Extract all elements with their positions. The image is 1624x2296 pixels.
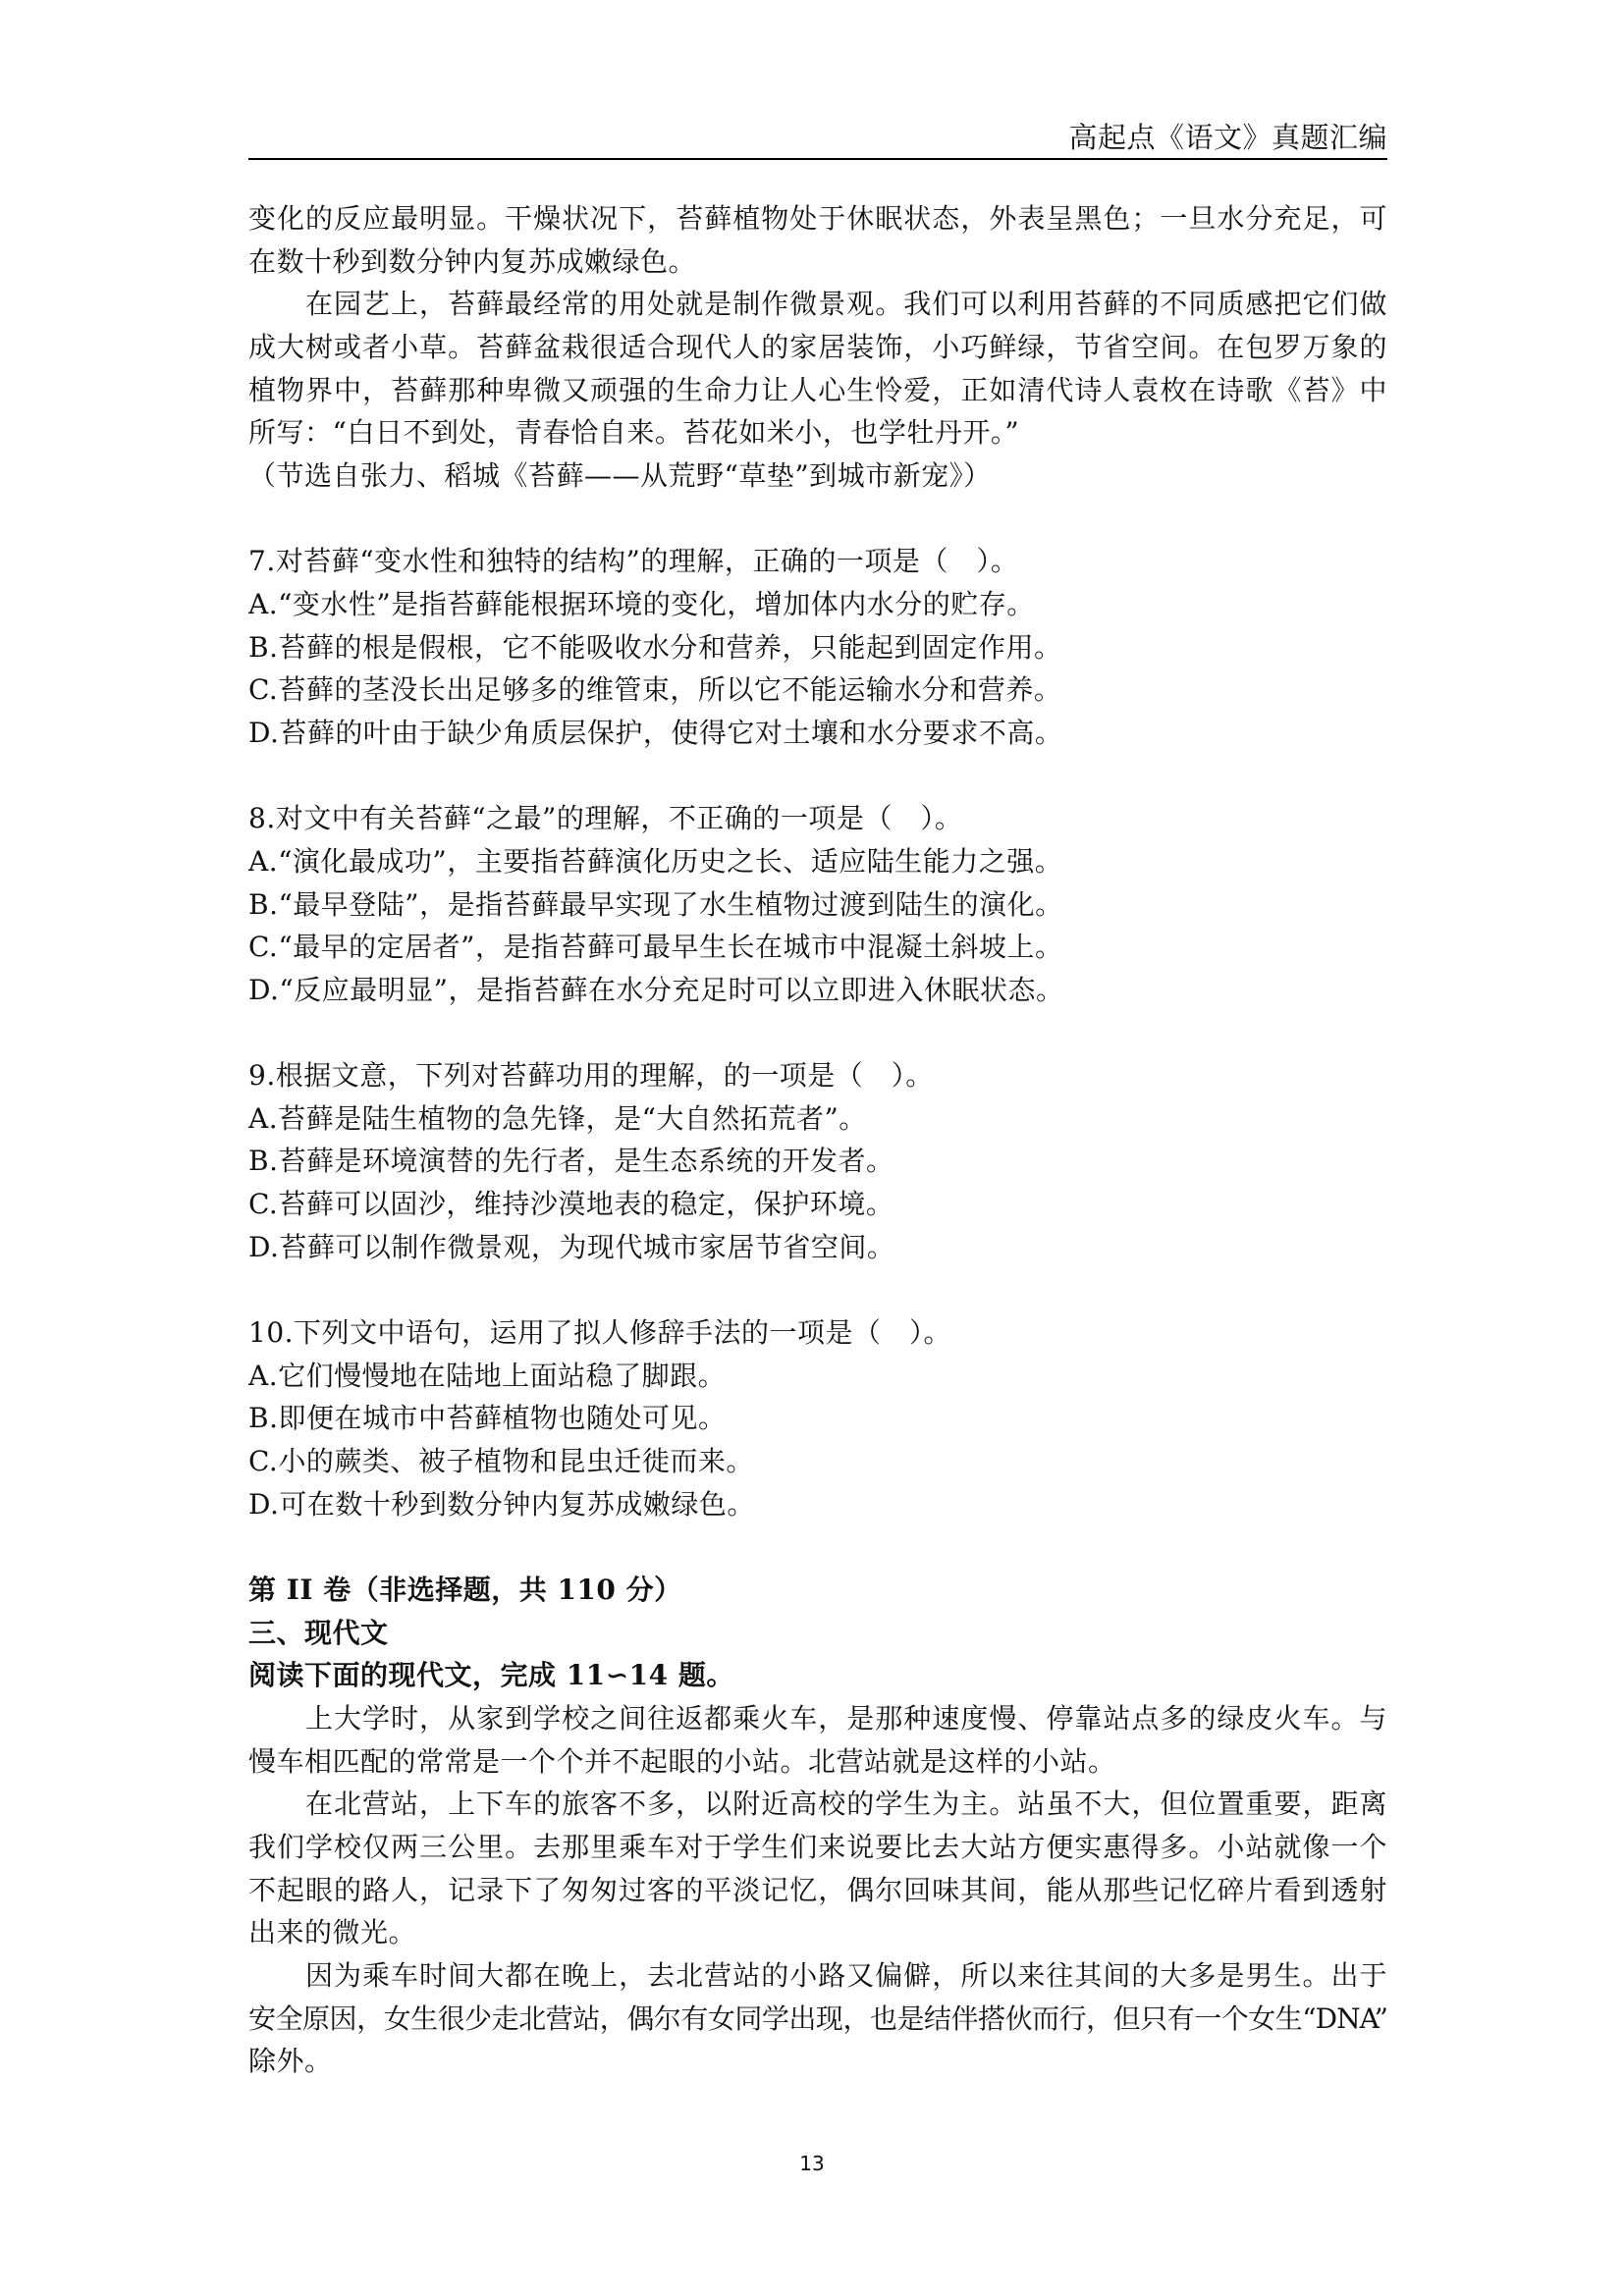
question-8 (248, 797, 1387, 1011)
article-line: 除外。 (248, 2045, 333, 2078)
article-line: 我们学校仅两三公里。去那里乘车对于学生们来说要比去大站方便实惠得多。小站就像一个 (248, 1830, 1387, 1863)
article-line: 因为乘车时间大都在晚上，去北营站的小路又偏僻，所以来往其间的大多是男生。出于 (305, 1958, 1387, 1992)
option-a: A.它们慢慢地在陆地上面站稳了脚跟。 (248, 1359, 727, 1392)
option-c: C.“最早的定居者”，是指苔藓可最早生长在城市中混凝土斜坡上。 (248, 931, 1063, 964)
passage-line: 在数十秒到数分钟内复苏成嫩绿色。 (248, 244, 697, 278)
passage-source: （节选自张力、稻城《苔藓——从荒野“草垫”到城市新宠》） (248, 458, 992, 492)
running-header: 高起点《语文》真题汇编 (1068, 121, 1387, 154)
page-body (248, 197, 1387, 2083)
passage-line: 变化的反应最明显。干燥状况下，苔藓植物处于休眠状态，外表呈黑色；一旦水分充足，可 (248, 202, 1387, 235)
question-stem: 8.对文中有关苔藓“之最”的理解，不正确的一项是（ ）。 (248, 802, 963, 835)
question-7 (248, 540, 1387, 754)
reading-instruction: 阅读下面的现代文，完成 11∽14 题。 (248, 1659, 734, 1692)
question-stem: 9.根据文意，下列对苔藓功用的理解，的一项是（ ）。 (248, 1059, 934, 1093)
part-two (248, 1569, 1387, 2083)
option-d: D.可在数十秒到数分钟内复苏成嫩绿色。 (248, 1487, 755, 1521)
article-line: 慢车相匹配的常常是一个个并不起眼的小站。北营站就是这样的小站。 (248, 1744, 1116, 1778)
spacer (248, 755, 1387, 798)
spacer (248, 1011, 1387, 1054)
question-9 (248, 1054, 1387, 1268)
option-a: A.“变水性”是指苔藓能根据环境的变化，增加体内水分的贮存。 (248, 587, 1035, 620)
question-10 (248, 1311, 1387, 1525)
article-line: 上大学时，从家到学校之间往返都乘火车，是那种速度慢、停靠站点多的绿皮火车。与 (305, 1701, 1387, 1735)
page-number: 13 (799, 2152, 825, 2175)
article-line: 在北营站，上下车的旅客不多，以附近高校的学生为主。站虽不大，但位置重要，距离 (305, 1788, 1387, 1821)
option-d: D.“反应最明显”，是指苔藓在水分充足时可以立即进入休眠状态。 (248, 973, 1064, 1006)
question-stem: 10.下列文中语句，运用了拟人修辞手法的一项是（ ）。 (248, 1316, 952, 1350)
option-a: A.苔藓是陆生植物的急先锋，是“大自然拓荒者”。 (248, 1101, 867, 1135)
article-line: 不起眼的路人，记录下了匆匆过客的平淡记忆，偶尔回味其间，能从那些记忆碎片看到透射 (248, 1873, 1387, 1906)
option-b: B.苔藓是环境演替的先行者，是生态系统的开发者。 (248, 1145, 894, 1178)
spacer (248, 1268, 1387, 1311)
passage-excerpt (248, 197, 1387, 498)
option-c: C.小的蕨类、被子植物和昆虫迁徙而来。 (248, 1445, 754, 1478)
option-b: B.苔藓的根是假根，它不能吸收水分和营养，只能起到固定作用。 (248, 630, 1062, 664)
section-heading: 三、现代文 (248, 1616, 389, 1649)
passage-line: 所写：“白日不到处，青春恰自来。苔花如米小，也学牡丹开。” (248, 416, 1020, 450)
part-title: 第 II 卷（非选择题，共 110 分） (248, 1574, 682, 1606)
option-c: C.苔藓可以固沙，维持沙漠地表的稳定，保护环境。 (248, 1188, 894, 1221)
option-d: D.苔藓可以制作微景观，为现代城市家居节省空间。 (248, 1230, 895, 1263)
option-d: D.苔藓的叶由于缺少角质层保护，使得它对土壤和水分要求不高。 (248, 716, 1063, 749)
passage-line: 成大树或者小草。苔藓盆栽很适合现代人的家居装饰，小巧鲜绿，节省空间。在包罗万象的 (248, 330, 1387, 363)
article-line: 安全原因，女生很少走北营站，偶尔有女同学出现，也是结伴搭伙而行，但只有一个女生“DNA” (248, 2002, 1387, 2035)
article-line: 出来的微光。 (248, 1916, 417, 1949)
spacer (248, 498, 1387, 541)
question-stem: 7.对苔藓“变水性和独特的结构”的理解，正确的一项是（ ）。 (248, 545, 1019, 578)
option-c: C.苔藓的茎没长出足够多的维管束，所以它不能运输水分和营养。 (248, 673, 1062, 707)
passage-line: 在园艺上，苔藓最经常的用处就是制作微景观。我们可以利用苔藓的不同质感把它们做 (305, 288, 1387, 321)
header-rule (248, 158, 1387, 160)
option-b: B.“最早登陆”，是指苔藓最早实现了水生植物过渡到陆生的演化。 (248, 887, 1063, 921)
option-a: A.“演化最成功”，主要指苔藓演化历史之长、适应陆生能力之强。 (248, 844, 1063, 878)
passage-line: 植物界中，苔藓那种卑微又顽强的生命力让人心生怜爱，正如清代诗人袁枚在诗歌《苔》中 (248, 373, 1387, 406)
option-b: B.即便在城市中苔藓植物也随处可见。 (248, 1402, 727, 1435)
spacer (248, 1525, 1387, 1569)
